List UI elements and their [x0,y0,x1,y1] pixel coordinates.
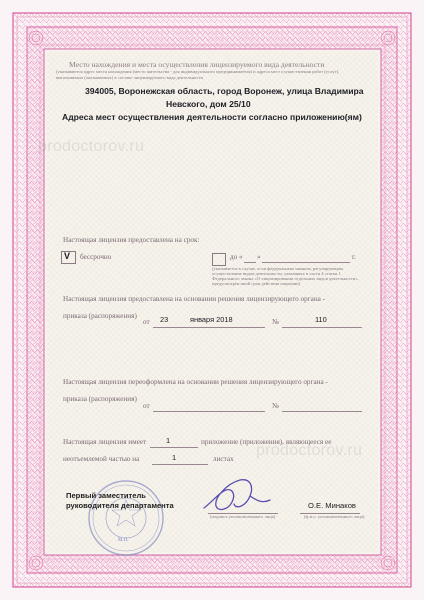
basis-line-2: приказа (распоряжения) [63,312,137,320]
address-line-2: Невского, дом 25/10 [166,99,251,109]
header-title: Место нахождения и места осуществления лицензируемого вида деятельности [69,60,325,69]
header-note-2: выполняемых (оказываемых) в составе лицензируемого вида деятельности [56,75,203,80]
until-checkbox [212,253,226,266]
term-note-3: Федерального закона «О лицензировании отдельных видов деятельности», [212,276,359,281]
appendix-sheets-count: 1 [172,453,177,462]
basis-number-sign: № [272,318,279,326]
name-caption: (ф.и.о. уполномоченного лица) [304,514,365,519]
appendix-sheets-label: листах [213,455,234,463]
term-note-2: осуществление видов деятельности, указанных в части 4 статьи 1 [212,271,341,276]
term-note-4: предусмотрен иной срок действия лицензии) [212,281,301,286]
header-note-1: (указываются адрес места нахождения (место жительства - для индивидуального предпринимателя) и адреса мест осуществления работ (услуг), [56,69,340,74]
watermark-top: prodoctorov.ru [38,138,145,155]
reissue-number-sign: № [272,402,279,410]
address-line-1: 394005, Воронежская область, город Воронеж, улица Владимира [85,86,364,96]
appendix-count: 1 [166,436,171,445]
basis-date-day: 23 [160,315,169,324]
signer-name: О.Е. Минаков [308,501,356,510]
unlimited-label: бессрочно [80,253,112,261]
handwritten-signature [196,470,276,518]
year-suffix: г. [352,253,356,261]
until-prefix: до « [230,253,243,261]
stamp-letter: М.П. [118,538,129,543]
sign-caption: (подпись уполномоченного лица) [210,514,276,519]
until-mid: » [257,253,261,261]
reissue-line-2: приказа (распоряжения) [63,395,137,403]
basis-number: 110 [315,315,327,324]
check-mark: V [64,251,71,261]
basis-date-month-year: января 2018 [190,315,233,324]
appendix-has-label: Настоящая лицензия имеет [63,438,147,446]
reissue-line-1: Настоящая лицензия переоформлена на основании решения лицензирующего органа - [63,378,328,386]
term-note-1: (указывается в случае, если федеральным законом, регулирующим [212,266,343,271]
address-line-3: Адреса мест осуществления деятельности согласно приложению(ям) [62,112,362,122]
term-label: Настоящая лицензия предоставлена на срок: [63,236,200,244]
basis-from: от [143,318,150,326]
watermark-bottom: prodoctorov.ru [256,442,363,459]
reissue-from: от [143,402,150,410]
signer-position-2: руководителя департамента [66,501,174,510]
signer-position-1: Первый заместитель [66,491,146,500]
official-stamp [86,478,166,558]
appendix-integral-label: неотъемлемой частью на [63,455,140,463]
appendix-text: приложение (приложения), являющееся ее [201,438,332,446]
basis-line-1: Настоящая лицензия предоставлена на основании решения лицензирующего органа - [63,295,326,303]
